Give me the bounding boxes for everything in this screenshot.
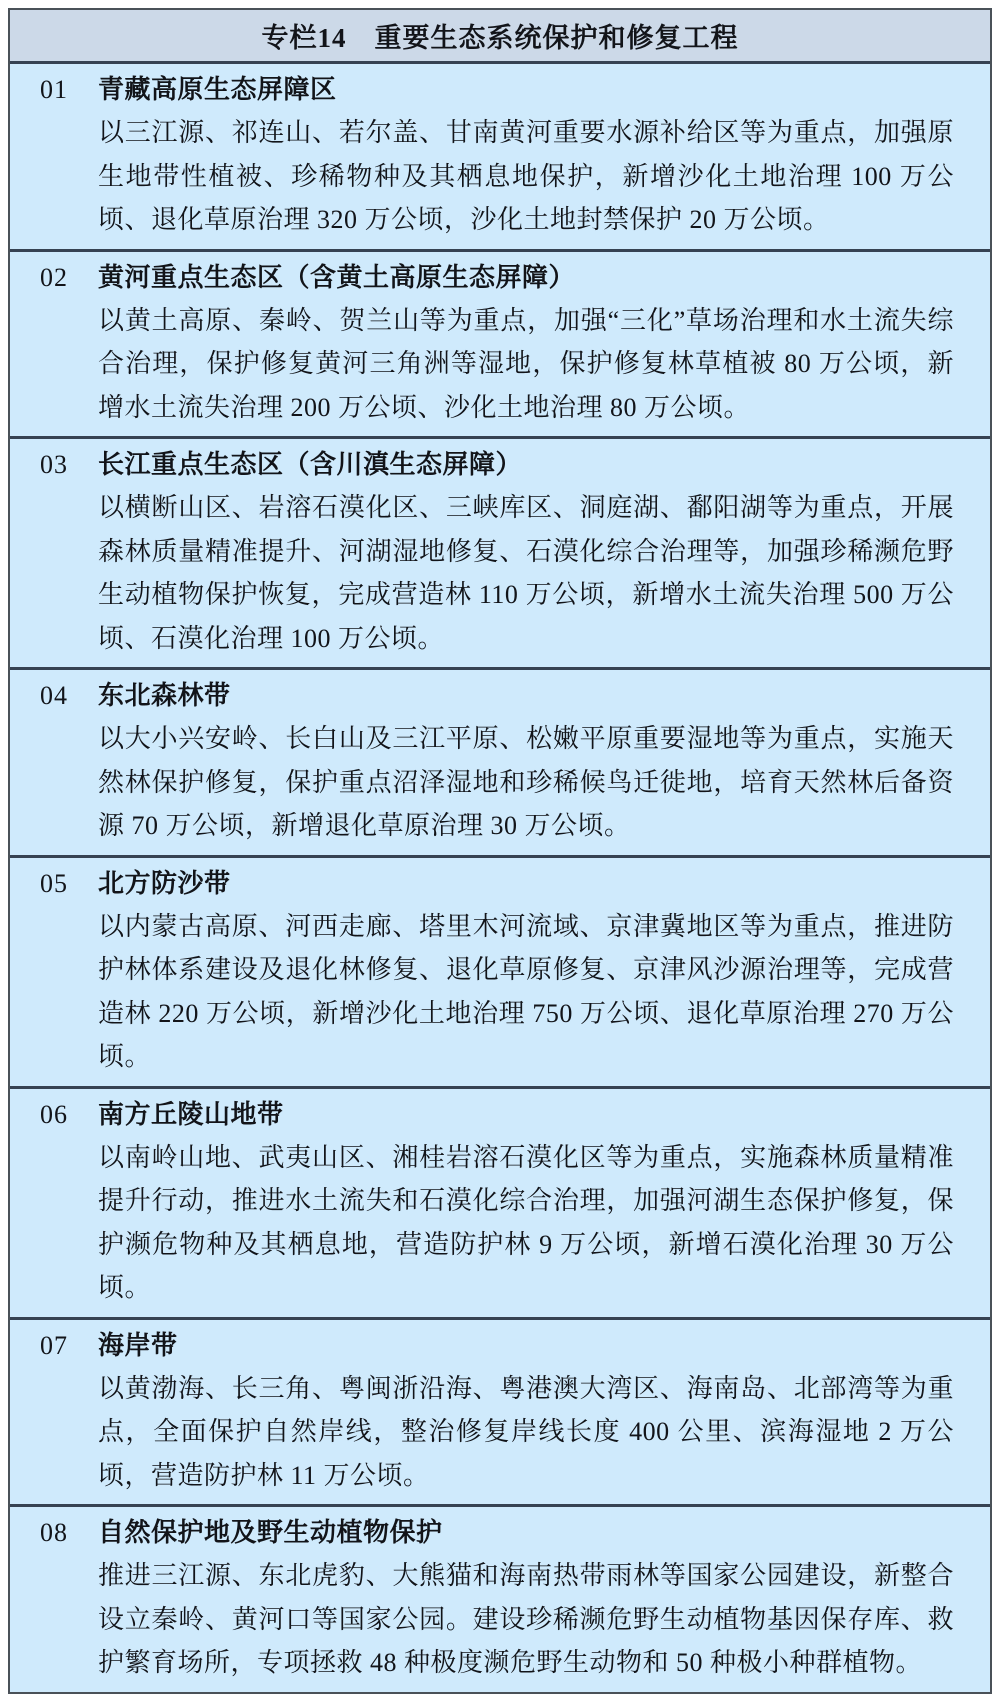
section-01 [10,64,990,252]
section-body: 推进三江源、东北虎豹、大熊猫和海南热带雨林等国家公园建设，新整合设立秦岭、黄河口等国家公园。建设珍稀濒危野生动植物基因保存库、救护繁育场所，专项拯救 48 种极度濒危野生动物和 50 种极小种群植物。 [98,1561,954,1677]
section-body: 以南岭山地、武夷山区、湘桂岩溶石漠化区等为重点，实施森林质量精准提升行动，推进水土流失和石漠化综合治理，加强河湖生态保护修复，保护濒危物种及其栖息地，营造防护林 9 万公顷，新增石漠化治理 30 万公顷。 [98,1142,954,1302]
section-06 [10,1089,990,1320]
section-body: 以横断山区、岩溶石漠化区、三峡库区、洞庭湖、鄱阳湖等为重点，开展森林质量精准提升、河湖湿地修复、石漠化综合治理等，加强珍稀濒危野生动植物保护恢复，完成营造林 110 万公顷，新增水土流失治理 500 万公顷、石漠化治理 100 万公顷。 [98,493,954,653]
section-title-row [40,1511,954,1554]
section-title-row [40,862,954,905]
section-body: 以黄渤海、长三角、粤闽浙沿海、粤港澳大湾区、海南岛、北部湾等为重点，全面保护自然岸线，整治修复岸线长度 400 公里、滨海湿地 2 万公顷，营造防护林 11 万公顷。 [98,1373,954,1490]
box-header [10,10,990,64]
section-05 [10,858,990,1089]
feature-box [8,8,992,1694]
section-title-row [40,674,954,717]
section-title-row [40,256,954,299]
section-title: 南方丘陵山地带 [98,1099,284,1129]
section-body: 以三江源、祁连山、若尔盖、甘南黄河重要水源补给区等为重点，加强原生地带性植被、珍稀物种及其栖息地保护，新增沙化土地治理 100 万公顷、退化草原治理 320 万公顷，沙化土地封禁保护 20 万公顷。 [98,118,954,234]
section-body: 以大小兴安岭、长白山及三江平原、松嫩平原重要湿地等为重点，实施天然林保护修复，保护重点沼泽湿地和珍稀候鸟迁徙地，培育天然林后备资源 70 万公顷，新增退化草原治理 30 万公顷。 [98,724,954,840]
section-title-row [40,1324,954,1367]
section-number: 05 [40,868,68,898]
section-body: 以黄土高原、秦岭、贺兰山等为重点，加强“三化”草场治理和水土流失综合治理，保护修复黄河三角洲等湿地，保护修复林草植被 80 万公顷，新增水土流失治理 200 万公顷、沙化土地治理 80 万公顷。 [98,305,954,422]
box-title: 专栏14 重要生态系统保护和修复工程 [261,23,739,53]
section-title-row [40,443,954,486]
section-number: 01 [40,75,68,104]
section-title: 东北森林带 [98,681,231,710]
section-number: 02 [40,262,68,292]
section-title: 自然保护地及野生动植物保护 [98,1518,443,1547]
section-body: 以内蒙古高原、河西走廊、塔里木河流域、京津冀地区等为重点，推进防护林体系建设及退化林修复、退化草原修复、京津风沙源治理等，完成营造林 220 万公顷，新增沙化土地治理 750 万公顷、退化草原治理 270 万公顷。 [98,911,954,1071]
section-02 [10,252,990,440]
section-number: 03 [40,450,68,479]
section-title: 北方防沙带 [98,868,231,898]
section-number: 04 [40,681,68,710]
section-title-row [40,1093,954,1136]
section-title: 黄河重点生态区（含黄土高原生态屏障） [98,262,576,292]
section-07 [10,1320,990,1508]
section-number: 07 [40,1330,68,1360]
section-08 [10,1507,990,1692]
section-title: 海岸带 [98,1330,178,1360]
section-title-row [40,68,954,111]
section-03 [10,439,990,670]
section-04 [10,670,990,858]
section-title: 长江重点生态区（含川滇生态屏障） [98,450,523,479]
section-number: 08 [40,1518,68,1547]
section-number: 06 [40,1099,68,1129]
section-title: 青藏高原生态屏障区 [98,75,337,104]
